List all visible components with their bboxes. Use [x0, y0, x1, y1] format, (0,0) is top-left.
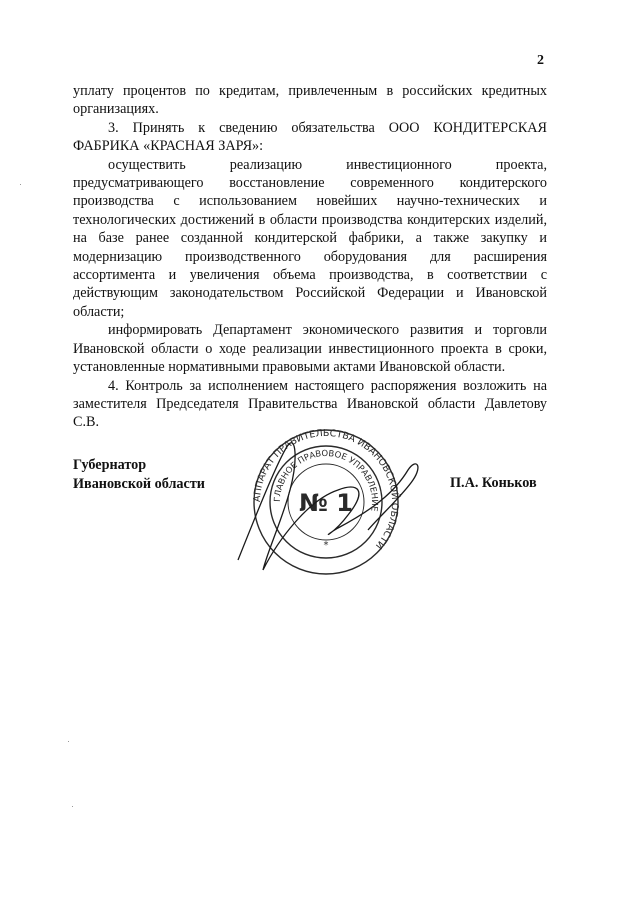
page-number: 2 — [537, 53, 544, 68]
signatory-position — [73, 456, 205, 494]
signatory-title: Губернатор — [73, 457, 147, 473]
stamp-star: * — [323, 540, 329, 551]
stamp-inner-text: ГЛАВНОЕ ПРАВОВОЕ УПРАВЛЕНИЕ — [272, 448, 380, 512]
scan-speck — [72, 806, 73, 807]
paragraph-inform-department: информировать Департамент экономического развития и торговли Ивановской области о ходе реализации инвестиционного проекта в сроки, установленные нормативными правовыми актами Ивановской области. — [73, 322, 547, 376]
signatory-name: П.А. Коньков — [450, 475, 537, 491]
scan-speck — [68, 741, 69, 742]
stamp-outer-text: АППАРАТ ПРАВИТЕЛЬСТВА ИВАНОВСКОЙ ОБЛАСТИ — [251, 427, 401, 551]
document-body — [73, 82, 547, 432]
paragraph-interest-payment: уплату процентов по кредитам, привлеченным в российских кредитных организациях. — [73, 83, 547, 118]
stamp-number: № 1 — [299, 489, 353, 517]
paragraph-implement-project: осуществить реализацию инвестиционного проекта, предусматривающего восстановление современного кондитерского производства с использованием новейших научно-технических и технологических достижений в области производства кондитерских изделий, на базе ранее созданной кондитерской фабрики, а также закупку и модернизацию производственного оборудования для расширения ассортимента и увеличения объема производства, в соответствии с действующим законодательством Российской Федерации и Ивановской области; — [73, 156, 547, 320]
signatory-region: Ивановской области — [73, 476, 205, 492]
official-stamp — [218, 420, 428, 585]
scan-speck — [20, 184, 21, 185]
paragraph-item-4: 4. Контроль за исполнением настоящего распоряжения возложить на заместителя Председателя Правительства Ивановской области Давлетову С.В. — [73, 377, 547, 431]
paragraph-item-3: 3. Принять к сведению обязательства ООО КОНДИТЕРСКАЯ ФАБРИКА «КРАСНАЯ ЗАРЯ»: — [73, 119, 547, 155]
